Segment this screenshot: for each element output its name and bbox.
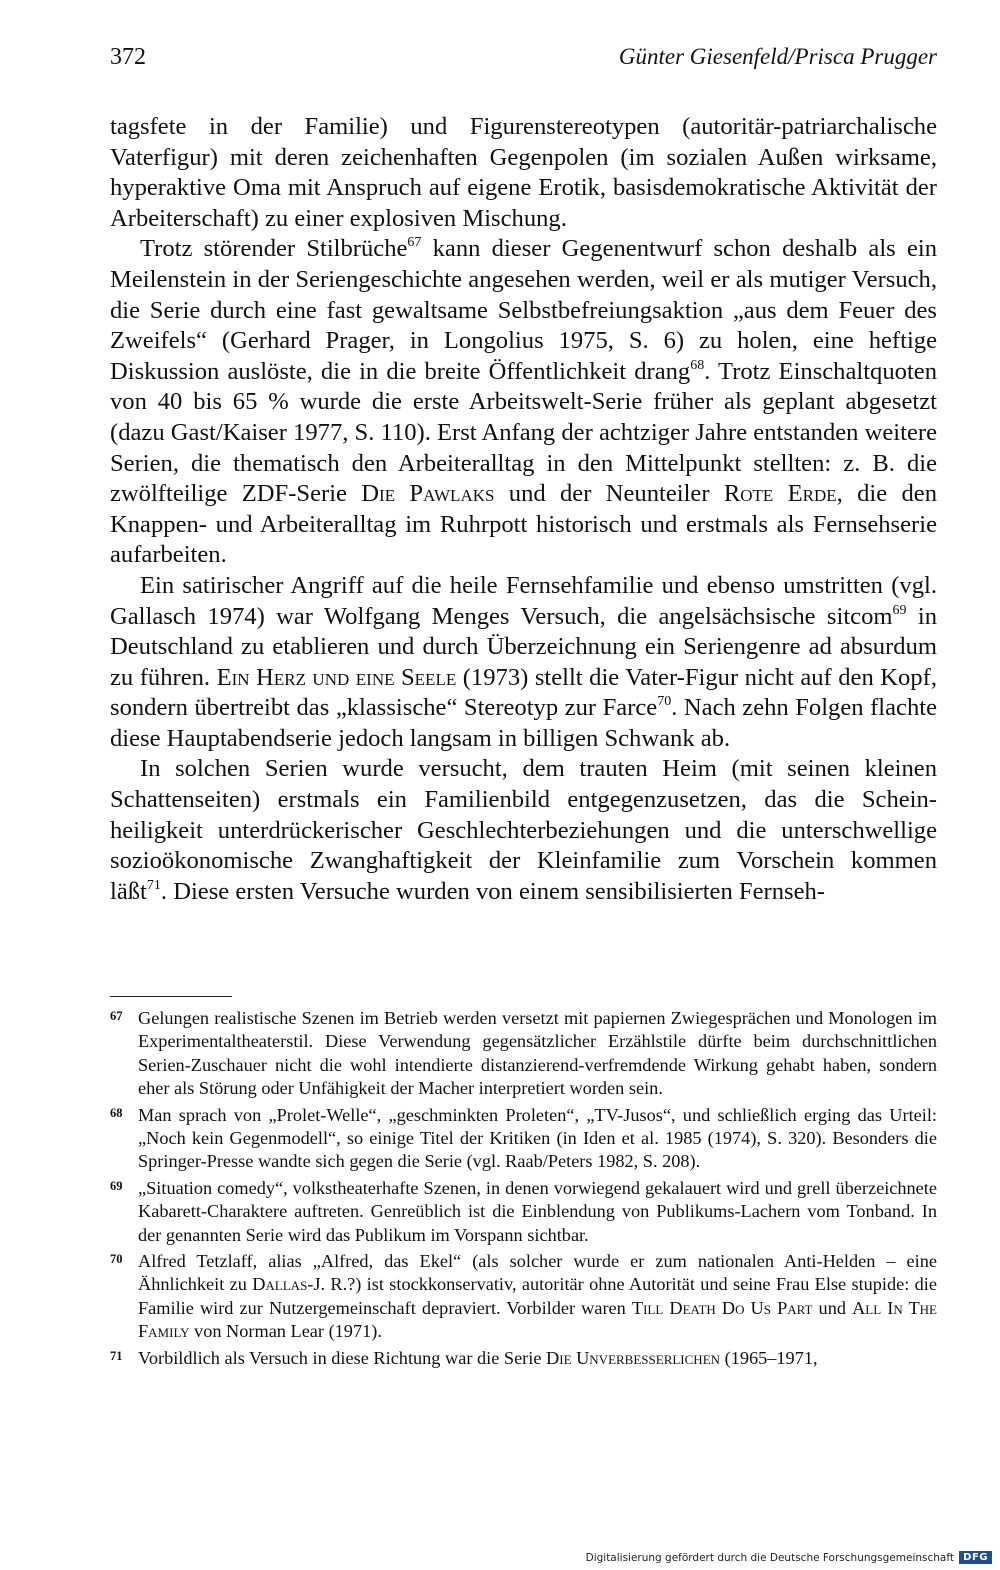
body-text <box>110 112 937 907</box>
footnote-text: Man sprach von „Prolet-Welle“, „geschminkten Proleten“, „TV-Jusos“, und schließlich erging das Urteil: „Noch kein Gegenmodell“, so einige Titel der Kritiken (in Iden et al. 1985 (1974), S. 320). Besonders die Springer-Presse wandte sich gegen die Serie (vgl. Raab/Peters 1982, S. 208). <box>138 1104 937 1172</box>
text-run: (1965–1971, <box>720 1347 818 1368</box>
text-run: . Nach zehn Folgen flachte diese Hauptabendserie jedoch langsam in billigen Schwank ab. <box>110 694 937 752</box>
text-run: -J. R.?) ist stockkonservativ, autoritär ohne Autorität und seine Frau Else stupide: die Familie wird zur Nutzergemeinschaft depraviert. Vorbilder waren <box>138 1274 937 1318</box>
digitization-note: Digitalisierung gefördert durch die Deutsche Forschungsgemeinschaft <box>585 1552 954 1564</box>
text-run: und <box>812 1297 853 1318</box>
text-run: Vorbildlich als Versuch in diese Richtung war die Serie <box>138 1347 547 1368</box>
text-run: . Trotz Einschaltquoten von 40 bis 65 % wurde die erste Arbeitswelt-Serie früher als geplant abgesetzt (dazu Gast/Kaiser 1977, S. 110). Erst Anfang der achtziger Jahre entstanden weitere Serien, die thematisch den Arbeiteralltag in den Mittelpunkt stellten: z. B. die zwölfteilige ZDF-Serie <box>110 357 937 508</box>
footnote-separator <box>110 996 232 997</box>
series-title: All In The Family <box>138 1297 937 1342</box>
footnote-ref-68[interactable]: 68 <box>690 357 705 373</box>
footnote-text: „Situation comedy“, volkstheaterhafte Szenen, in denen vorwiegend gekalauert wird und grell überzeichnete Kabarett-Charaktere auftreten. Genreüblich ist die Einblendung von Publikums-Lachern vom Tonband. In der genannten Serie wird das Publikum im Vorspann sichtbar. <box>138 1177 937 1245</box>
paragraph-2 <box>110 234 937 571</box>
text-run: und der Neunteiler <box>494 480 724 508</box>
text-run: In solchen Serien wurde versucht, dem trauten Heim (mit seinen kleinen Schattenseiten) erstmals ein Familienbild entgegenzusetzen, das die Scheinheiligkeit unterdrückerischer Geschlechterbeziehungen und die unterschwellige sozioökonomische Zwanghaftigkeit der Kleinfamilie zum Vorschein kommen läßt <box>110 755 937 905</box>
text-run: (1973) stellt die Vater-Figur nicht auf den Kopf, sondern übertreibt das „klassische“ Stereotyp zur Farce <box>110 663 937 722</box>
running-head: Günter Giesenfeld/Prisca Prugger <box>618 44 937 69</box>
text-run: . Diese ersten Versuche wurden von einem sensibilisierten Fernseh- <box>160 877 825 905</box>
footnotes <box>110 1007 937 1373</box>
footnote-ref-67[interactable]: 67 <box>407 235 422 251</box>
footnote-number: 71 <box>110 1348 123 1363</box>
series-title: Die Pawlaks <box>361 480 495 508</box>
footnote-ref-71[interactable]: 71 <box>146 877 161 893</box>
page-number: 372 <box>110 44 146 70</box>
text-run: von Norman Lear (1971). <box>189 1321 382 1342</box>
footnote-number: 70 <box>110 1252 123 1267</box>
series-title: Ein Herz und eine Seele <box>216 663 457 691</box>
footnote-number: 69 <box>110 1178 123 1193</box>
footnote-number: 67 <box>110 1009 123 1023</box>
text-run: , die den Knappen- und Arbeiteralltag im Ruhrpott historisch und erstmals als Fernsehserie aufarbeiten. <box>110 480 937 569</box>
series-title: Dallas <box>252 1274 308 1295</box>
footnote-ref-69[interactable]: 69 <box>892 602 907 618</box>
footnote-67 <box>110 1007 937 1101</box>
text-run: kann dieser Gegenentwurf schon deshalb als ein Meilenstein in der Seriengeschichte angesehen werden, weil er als mutiger Versuch, die Serie durch eine fast gewaltsame Selbstbefreiungsaktion „aus dem Feuer des Zweifels“ (Gerhard Prager, in Longolius 1975, S. 6) zu holen, eine heftige Diskussion auslöste, die in die breite Öffentlichkeit drang <box>110 235 937 385</box>
text-run: Trotz störender Stilbrüche <box>140 235 408 263</box>
paragraph-4 <box>110 754 937 907</box>
paragraph-1: tagsfete in der Familie) und Figurenstereotypen (autoritär-patriarchalische Vaterfigur) mit deren zeichenhaften Gegenpolen (im sozialen Außen wirksame, hyperaktive Oma mit Anspruch auf eigene Erotik, basisdemokratische Aktivität der Arbeiterschaft) zu einer explosiven Mischung. <box>110 113 937 232</box>
footnote-71 <box>110 1347 937 1370</box>
page-header <box>110 44 937 74</box>
dfg-logo: DFG <box>959 1551 992 1564</box>
footnote-number: 68 <box>110 1105 123 1120</box>
series-title: Rote Erde <box>723 480 837 508</box>
paragraph-3 <box>110 571 937 755</box>
text-run: in Deutschland zu etablieren und durch Überzeichnung ein Seriengenre ad absurdum zu führen. <box>110 602 937 691</box>
footnote-ref-70[interactable]: 70 <box>657 694 672 710</box>
text-run: Alfred Tetzlaff, alias „Alfred, das Ekel“ (als solcher wurde er zum nationalen Anti-Helden – eine Ähnlichkeit zu <box>138 1251 937 1295</box>
footnote-text: Gelungen realistische Szenen im Betrieb werden versetzt mit papiernen Zwiegesprächen und Monologen im Experimentaltheaterstil. Diese Verwendung gegensätzlicher Erzählstile dürfte beim durchschnittlichen Serien-Zuschauer nicht die wohl intendierte distanzierend-verfremdende Wirkung gehabt haben, sondern eher als Störung oder Unfähigkeit der Macher interpretiert worden sein. <box>138 1008 937 1099</box>
footnote-68 <box>110 1104 937 1174</box>
footnote-70 <box>110 1250 937 1344</box>
footnote-69 <box>110 1177 937 1247</box>
series-title: Die Unverbesserlichen <box>546 1347 721 1368</box>
text-run: Ein satirischer Angriff auf die heile Fernsehfamilie und ebenso umstritten (vgl. Gallasch 1974) war Wolfgang Menges Versuch, die angelsächsische sitcom <box>110 571 937 630</box>
series-title: Till Death Do Us Part <box>631 1297 813 1318</box>
